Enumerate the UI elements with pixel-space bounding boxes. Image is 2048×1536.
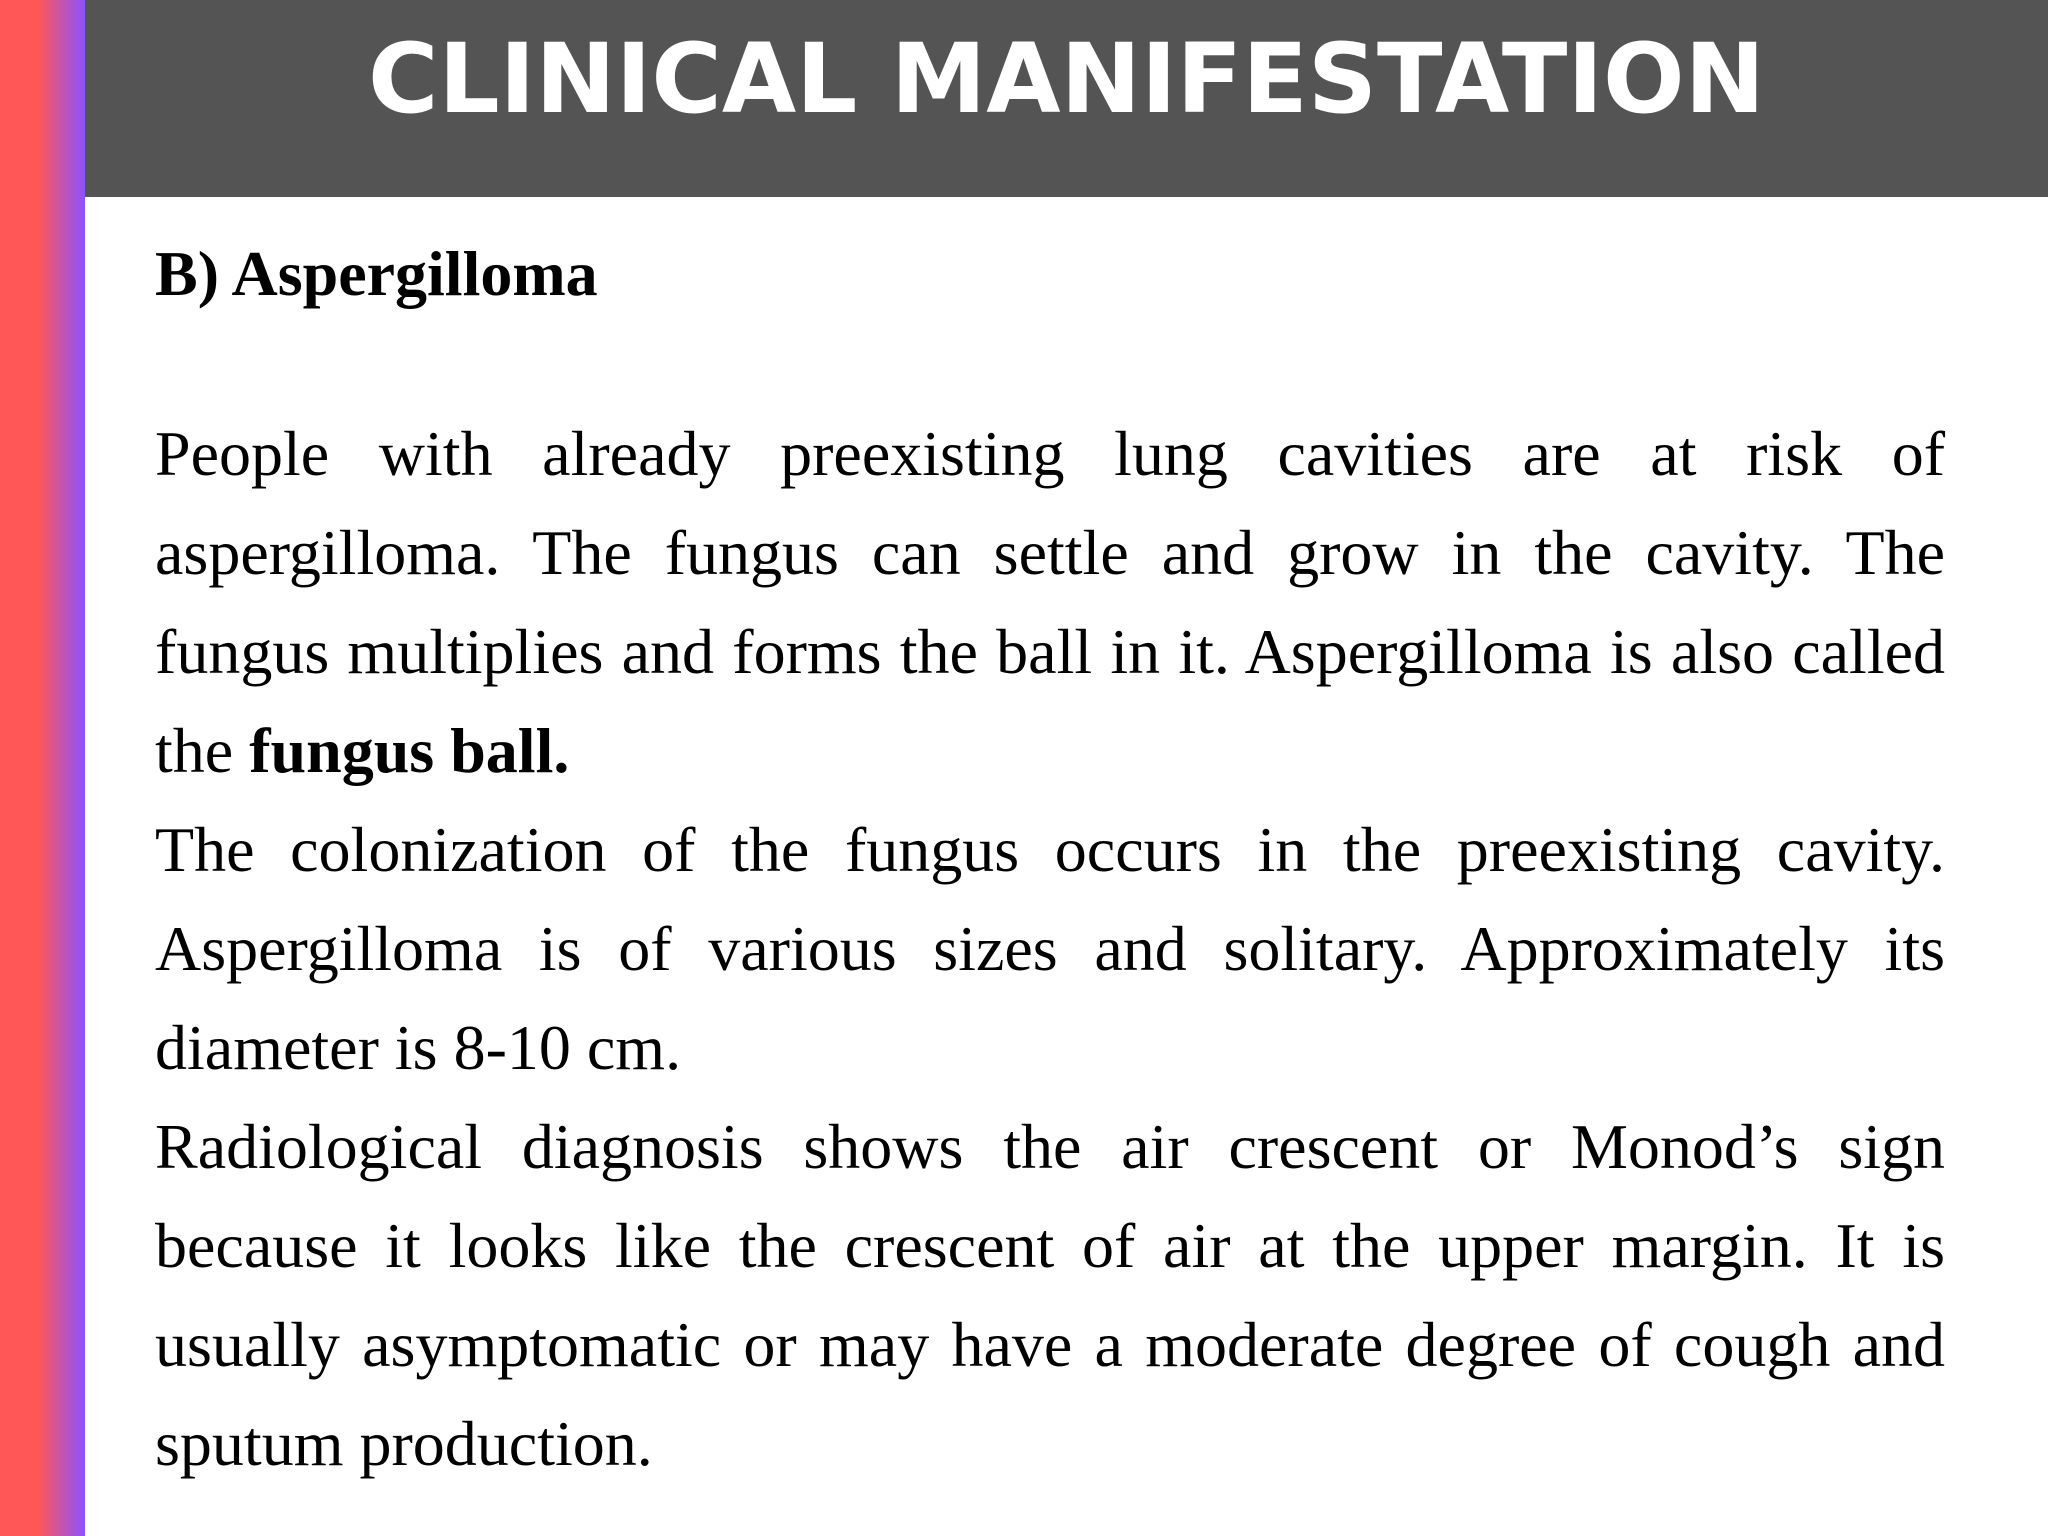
- paragraph-aspergilloma-risk: [155, 404, 1945, 800]
- paragraph-colonization: The colonization of the fungus occurs in the preexisting cavity. Aspergilloma is of various sizes and solitary. Approximately its diameter is 8-10 cm.: [155, 814, 1945, 1083]
- slide-title: CLINICAL MANIFESTATION: [368, 22, 1765, 135]
- gradient-side-strip: [0, 0, 85, 1536]
- paragraph-text: People with already preexisting lung cavities are at risk of aspergilloma. The fungus can settle and grow in the cavity. The fungus multiplies and forms the ball in it. Aspergilloma is also called the: [155, 418, 1945, 786]
- section-heading: B) Aspergilloma: [155, 238, 598, 309]
- content-area: [155, 228, 1945, 1493]
- paragraph-radiological-diagnosis: Radiological diagnosis shows the air crescent or Monod’s sign because it looks like the crescent of air at the upper margin. It is usually asymptomatic or may have a moderate degree of cough and sputum production.: [155, 1111, 1945, 1479]
- bold-term-fungus-ball: fungus ball.: [249, 715, 570, 786]
- header-bar: [85, 0, 2048, 197]
